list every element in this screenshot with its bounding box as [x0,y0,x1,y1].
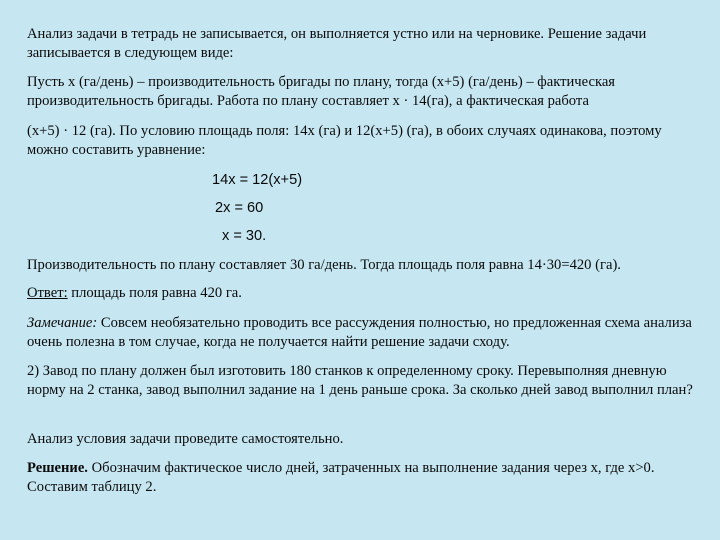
result-paragraph: Производительность по плану составляет 30 га/день. Тогда площадь поля равна 14·30=420 (га). [27,257,621,273]
answer-text: площадь поля равна 420 га. [67,285,242,301]
equation-2: 2х = 60 [215,200,264,216]
solution-paragraph-2: (х+5) · 12 (га). По условию площадь поля: 14х (га) и 12(х+5) (га), в обоих случаях одинакова, поэтому можно составить уравнение: [27,123,662,158]
equation-1: 14х = 12(х+5) [212,172,303,188]
intro-paragraph: Анализ задачи в тетрадь не записывается, он выполняется устно или на черновике. Решение задачи записывается в следующем виде: [27,26,647,61]
answer-label: Ответ: [27,285,68,301]
solution-paragraph-1: Пусть х (га/день) – производительность бригады по плану, тогда (х+5) (га/день) – фактическая производительность бригады. Работа по плану составляет х · 14(га), а фактическая работа [27,74,616,109]
analysis-note: Анализ условия задачи проведите самостоятельно. [27,431,344,447]
solution-2-paragraph [27,459,699,497]
solution-2-text: Обозначим фактическое число дней, затраченных на выполнение задания через х, где х>0. Составим таблицу 2. [27,460,655,495]
answer-paragraph [27,284,699,303]
solution-2-label: Решение. [27,460,88,476]
problem-2-paragraph: 2) Завод по плану должен был изготовить 180 станков к определенному сроку. Перевыполняя дневную норму на 2 станка, завод выполнил задание на 1 день раньше срока. За сколько дней завод выполнил план? [27,363,693,398]
remark-text: Совсем необязательно проводить все рассуждения полностью, но предложенная схема анализа очень полезна в том случае, когда не получается найти решение задачи сходу. [27,315,692,350]
remark-label: Замечание: [27,315,98,331]
remark-paragraph [27,314,699,352]
equation-3: х = 30. [222,228,267,244]
